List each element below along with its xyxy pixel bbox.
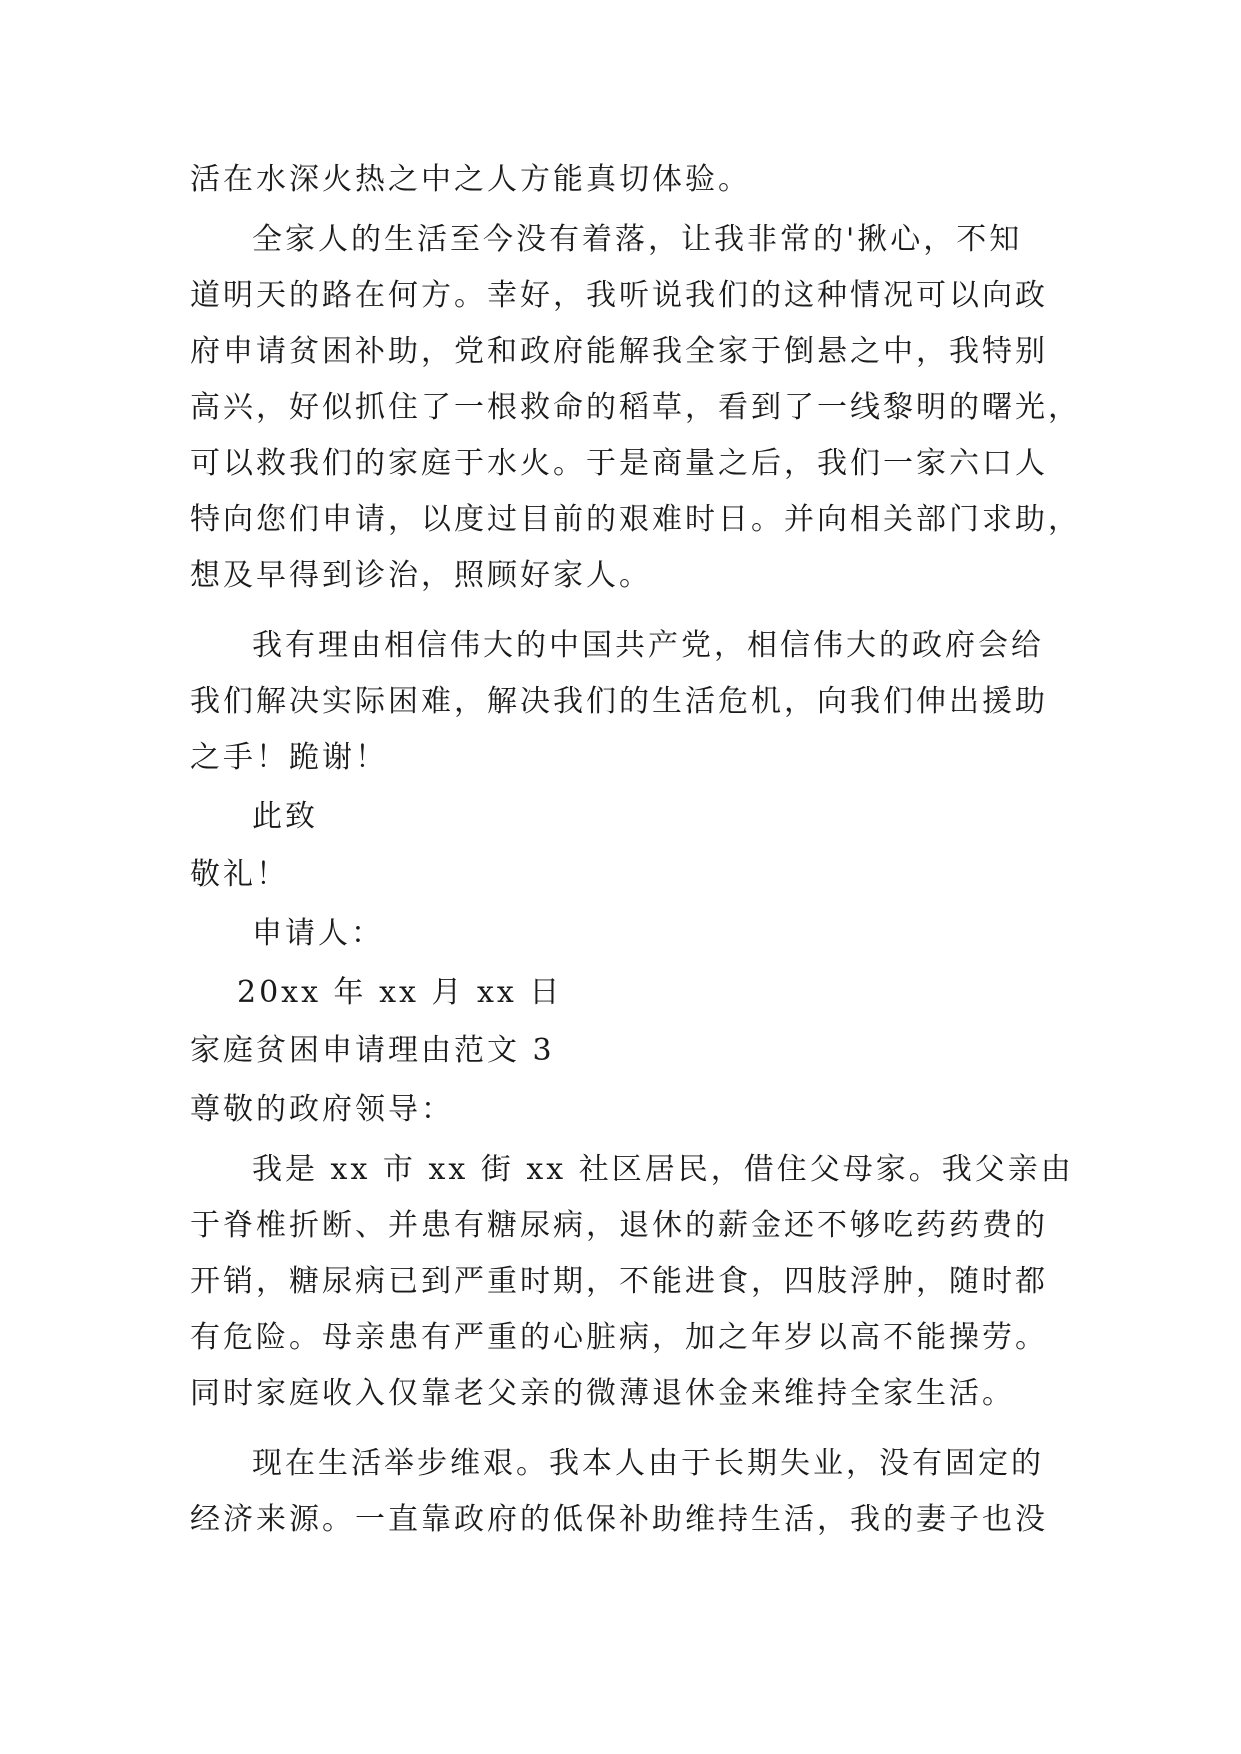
paragraph-line: 活在水深火热之中之人方能真切体验。	[190, 162, 751, 197]
date-line: 20xx 年 xx 月 xx 日	[237, 975, 563, 1010]
greeting: 尊敬的政府领导：	[190, 1092, 454, 1127]
paragraph-line: 可以救我们的家庭于水火。于是商量之后，我们一家六口人	[190, 446, 1048, 481]
paragraph-line: 开销，糖尿病已到严重时期，不能进食，四肢浮肿，随时都	[190, 1264, 1048, 1299]
paragraph-line: 有危险。母亲患有严重的心脏病，加之年岁以高不能操劳。	[190, 1320, 1048, 1355]
paragraph-line: 全家人的生活至今没有着落，让我非常的'揪心，不知	[252, 222, 1023, 257]
paragraph-line: 道明天的路在何方。幸好，我听说我们的这种情况可以向政	[190, 278, 1048, 313]
closing-salutation: 此致	[252, 799, 318, 834]
paragraph-line: 同时家庭收入仅靠老父亲的微薄退休金来维持全家生活。	[190, 1376, 1015, 1411]
paragraph-line: 我有理由相信伟大的中国共产党，相信伟大的政府会给	[252, 628, 1044, 663]
paragraph-line: 府申请贫困补助，党和政府能解我全家于倒悬之中，我特别	[190, 334, 1048, 369]
section-heading: 家庭贫困申请理由范文 3	[190, 1033, 555, 1068]
paragraph-line: 高兴，好似抓住了一根救命的稻草，看到了一线黎明的曙光，	[190, 390, 1081, 425]
paragraph-line: 我们解决实际困难，解决我们的生活危机，向我们伸出援助	[190, 684, 1048, 719]
paragraph-line: 于脊椎折断、并患有糖尿病，退休的薪金还不够吃药药费的	[190, 1208, 1048, 1243]
paragraph-line: 我是 xx 市 xx 街 xx 社区居民，借住父母家。我父亲由	[252, 1152, 1074, 1187]
paragraph-line: 之手！跪谢！	[190, 740, 388, 775]
paragraph-line: 经济来源。一直靠政府的低保补助维持生活，我的妻子也没	[190, 1502, 1048, 1537]
closing-respect: 敬礼！	[190, 857, 289, 892]
paragraph-line: 特向您们申请，以度过目前的艰难时日。并向相关部门求助，	[190, 502, 1081, 537]
paragraph-line: 想及早得到诊治，照顾好家人。	[190, 558, 652, 593]
applicant-label: 申请人：	[252, 916, 384, 951]
paragraph-line: 现在生活举步维艰。我本人由于长期失业，没有固定的	[252, 1446, 1044, 1481]
